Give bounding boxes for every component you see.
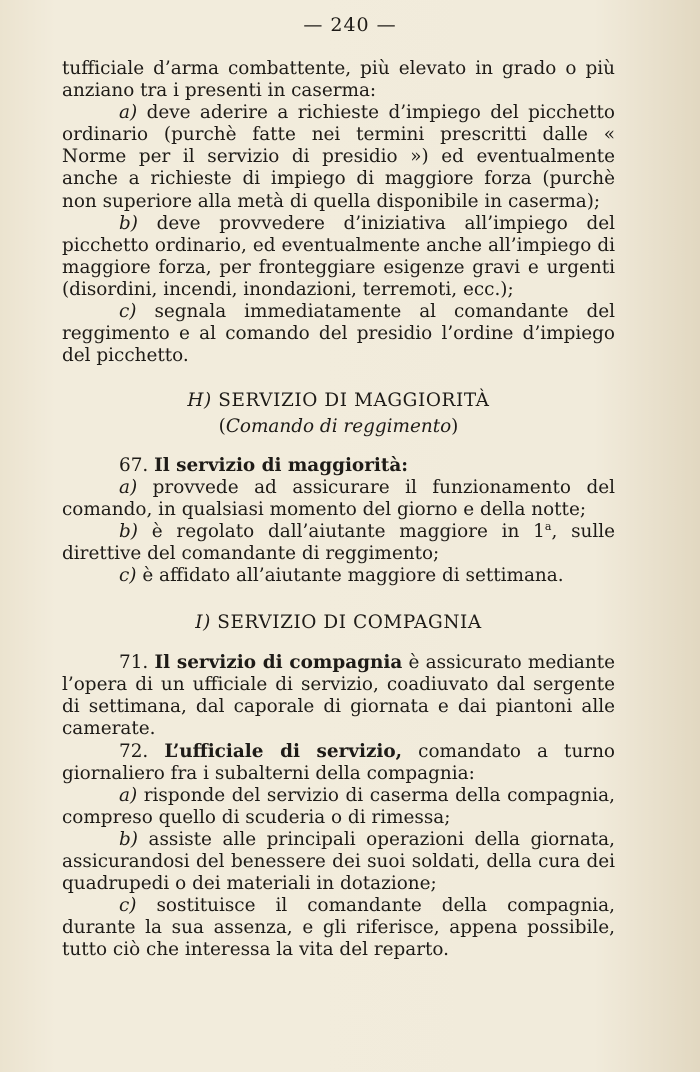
paragraph-72-item-c — [62, 895, 615, 961]
superscript: a — [544, 519, 552, 533]
item-top-b — [62, 213, 615, 301]
section-letter: I) — [195, 612, 211, 634]
paren-close: ) — [451, 416, 459, 438]
paragraph-title: Il servizio di maggiorità: — [154, 454, 409, 476]
paragraph-text: è assicurato mediante l’opera di un ufficiale di servizio, coadiuvato dal sergente di settimana, dal caporale di giornata e dai piantoni alle camerate. — [62, 652, 615, 740]
item-text: deve aderire a richieste d’impiego del picchetto ordinario (purchè fatte nei termini prescritti dalle « Norme per il servizio di presidio ») ed eventualmente anche a richieste di impiego di maggiore forza (purchè non superiore alla metà di quella disponibile in caserma); — [62, 102, 615, 212]
paragraph-67-heading — [62, 455, 615, 477]
item-text: deve provvedere d’iniziativa all’impiego del picchetto ordinario, ed eventualmente anche all’impiego di maggiore forza, per fronteggiare esigenze gravi e urgenti (disordini, incendi, inondazioni, terremoti, ecc.); — [62, 212, 615, 300]
item-letter: a) — [119, 476, 138, 498]
section-title: SERVIZIO DI MAGGIORITÀ — [211, 390, 490, 412]
paragraph-number: 67. — [119, 454, 155, 476]
item-letter: a) — [119, 102, 138, 124]
item-text: è regolato dall’aiutante maggiore in 1 — [137, 520, 545, 542]
item-letter: c) — [119, 564, 137, 586]
item-letter: c) — [119, 301, 137, 323]
item-letter: b) — [119, 828, 138, 850]
item-text: segnala immediatamente al comandante del reggimento e al comando del presidio l’ordine d’impiego del picchetto. — [62, 301, 615, 367]
section-title: SERVIZIO DI COMPAGNIA — [210, 612, 482, 634]
section-h-heading — [62, 390, 615, 412]
item-letter: b) — [119, 520, 138, 542]
item-text: risponde del servizio di caserma della compagnia, compreso quello di scuderia o di rimessa; — [62, 784, 615, 828]
item-letter: c) — [119, 895, 137, 917]
paragraph-text: comandato a turno giornaliero fra i subalterni della compagnia: — [62, 740, 615, 784]
item-top-a — [62, 102, 615, 212]
paragraph-title: L’ufficiale di servizio, — [164, 740, 403, 762]
item-letter: b) — [119, 212, 138, 234]
paren-open: ( — [218, 416, 226, 438]
item-text: è affidato all’aiutante maggiore di settimana. — [136, 564, 564, 586]
paragraph-72 — [62, 741, 615, 785]
section-i-heading — [62, 612, 615, 634]
paragraph-71 — [62, 652, 615, 740]
paragraph-number: 71. — [119, 652, 155, 674]
paragraph-67-item-c — [62, 565, 615, 587]
subtitle-text: Comando di reggimento — [225, 416, 452, 438]
section-h-subtitle — [62, 416, 615, 438]
item-letter: a) — [119, 784, 138, 806]
item-text: sostituisce il comandante della compagnia, durante la sua assenza, e gli riferisce, appena possibile, tutto ciò che interessa la vita del reparto. — [62, 895, 615, 961]
page-body — [62, 58, 615, 961]
paragraph-67-item-b — [62, 521, 615, 565]
paragraph-number: 72. — [119, 740, 165, 762]
paragraph-title: Il servizio di compagnia — [154, 652, 403, 674]
paragraph-67-item-a — [62, 477, 615, 521]
intro-paragraph: tufficiale d’arma combattente, più elevato in grado o più anziano tra i presenti in caserma: — [62, 58, 615, 102]
item-text: assiste alle principali operazioni della giornata, assicurandosi del benessere dei suoi soldati, della cura dei quadrupedi o dei materiali in dotazione; — [62, 828, 615, 895]
section-letter: H) — [187, 390, 212, 412]
item-text: provvede ad assicurare il funzionamento del comando, in qualsiasi momento del giorno e della notte; — [62, 476, 615, 520]
paragraph-72-item-a — [62, 785, 615, 829]
item-text-after: , sulle direttive del comandante di reggimento; — [62, 520, 615, 564]
paragraph-72-item-b — [62, 829, 615, 895]
page-number: — 240 — — [303, 14, 397, 36]
item-top-c — [62, 301, 615, 367]
